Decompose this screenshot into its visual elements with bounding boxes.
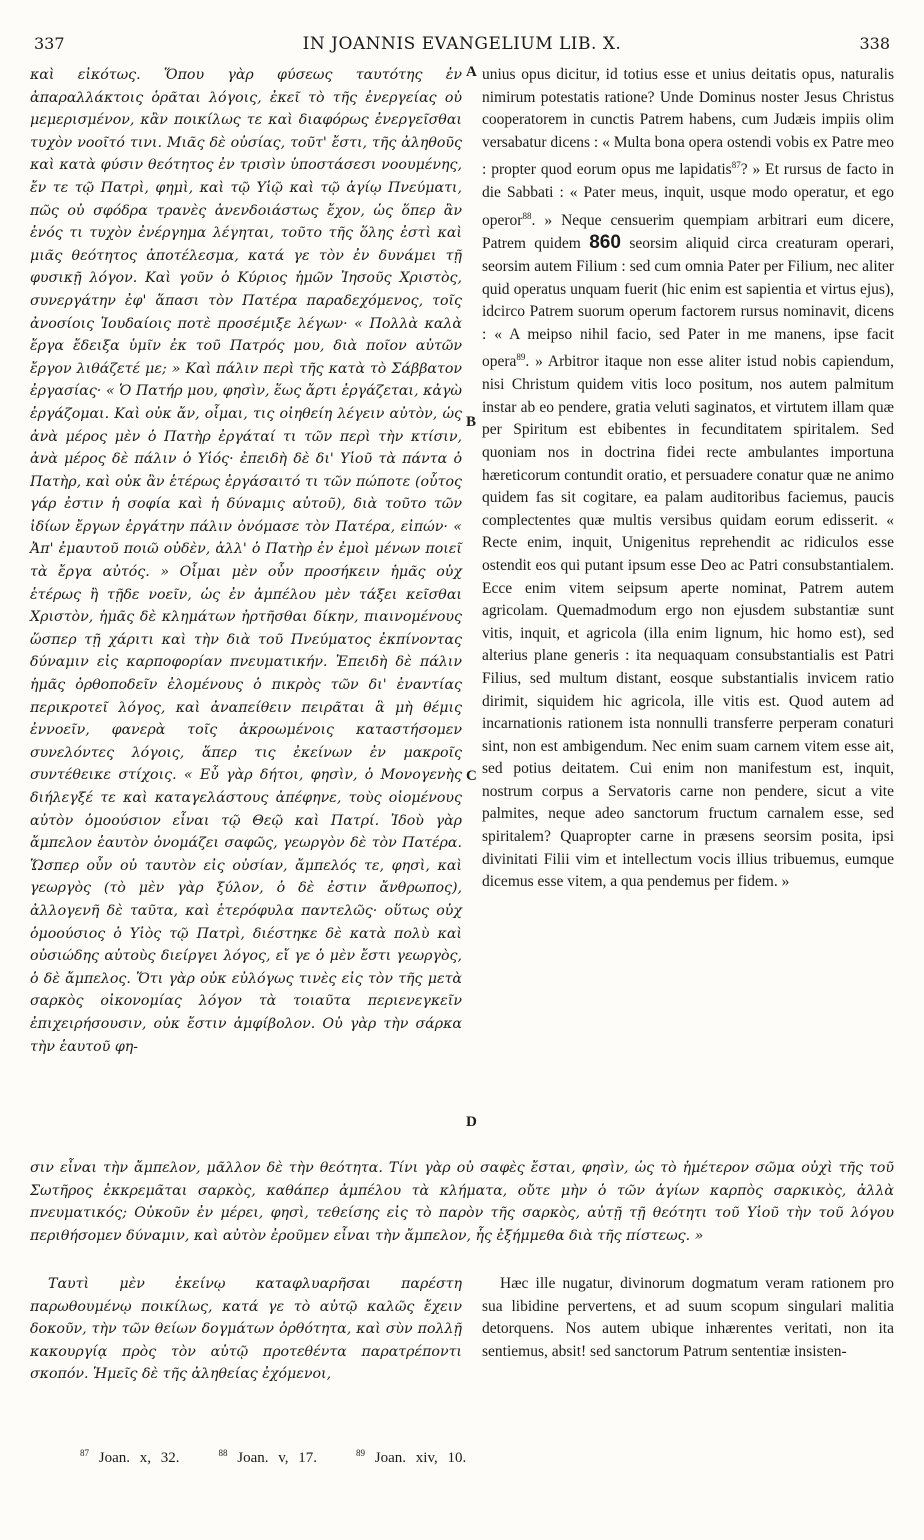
latin-paragraph-2-text: Hæc ille nugatur, divinorum dogmatum veram rationem pro sua libidine pervertens, et ad suum scopum singulari malitia detorquens. Nos autem ubique inhærentes veritati, non ita sentiemus, absit! sed sanctorum Patrum sententiæ insisten- [482, 1275, 894, 1360]
greek-full-width-text: σιν εἶναι τὴν ἄμπελον, μᾶλλον δὲ τὴν θεότητα. Τίνι γὰρ οὐ σαφὲς ἔσται, φησὶν, ὡς τὸ ἡμέτερον σῶμα οὐχὶ τῆς τοῦ Σωτῆρος ἐκκρεμᾶται σαρκὸς, καθάπερ ἀμπέλου τὰ κλήματα, οὔτε μὴν ὁ τῶν ἁγίων καρπὸς σαρκικὸς, ἀλλὰ πνευματικός; Οὐκοῦν ἐν μέρει, φησὶ, τεθείσης εἰς τὸ παρὸν τῆς σαρκὸς, αὐτῇ τῇ θεότητι τοῦ Υἱοῦ τὴν τοῦ λόγου περιθήσομεν δύναμιν, καὶ αὐτὸν ἐροῦμεν εἶναι τὴν ἄμπελον, ἧς ἐξήμμεθα διὰ τῆς πίστεως. » [30, 1160, 894, 1244]
running-title: IN JOANNIS EVANGELIUM LIB. X. [302, 34, 622, 54]
running-header [34, 34, 890, 62]
column-number: 860 [589, 232, 621, 254]
latin-text-b: ? » Et rursus de facto in die Sabbati : « Pater meus, inquit, usque modo operatur, et ego operor [482, 161, 894, 229]
greek-column: καὶ εἰκότως. Ὅπου γὰρ φύσεως ταυτότης ἐν ἀπαραλλάκτοις ὁρᾶται λόγοις, ἐκεῖ τὸ τῆς ἐνεργείας οὐ μεμερισμένον, κἂν ποικίλως τε καὶ διαφόρως ἐνεργεῖσθαι τυχὸν νοοῖτό τινι. Μιᾶς δὲ οὐσίας, τοῦτ' ἔστι, τῆς ἀληθοῦς καὶ κατὰ φύσιν θεότητος ἐν τρισὶν ὑποστάσεσι νοουμένης, ἔν τε τῷ Πατρὶ, φημὶ, καὶ τῷ Υἱῷ καὶ τῷ ἁγίῳ Πνεύματι, πῶς οὐ σφόδρα τρανὲς ἀνενδοιάστως ἔχον, ὡς ὅπερ ἂν ἑνός τι τυχὸν ἐνέργημα λέγηται, τοῦτο τῆς ὅλης ἐστὶ καὶ μιᾶς θεότητος ἀποτέλεσμα, κατά γε τὸν ἐν δυνάμει τῇ φυσικῇ λόγον. Καὶ γοῦν ὁ Κύριος ἡμῶν Ἰησοῦς Χριστὸς, συνεργάτην ἐφ' ἅπασι τὸν Πατέρα παραδεχόμενος, τοῖς ἀνοσίοις Ἰουδαίοις ποτὲ προσέμιξε λέγων· « Πολλὰ καλὰ ἔργα ἔδειξα ὑμῖν ἐκ τοῦ Πατρός μου, διὰ ποῖον αὐτῶν ἔργον λιθάζετέ με; » Καὶ πάλιν περὶ τῆς κατὰ τὸ Σάββατον ἐργασίας· « Ὁ Πατήρ μου, φησὶν, ἕως ἄρτι ἐργάζεται, κἀγὼ ἐργάζομαι. Καὶ οὐκ ἄν, οἶμαι, τις οἰηθείη λέγειν αὐτὸν, ὡς ἀνὰ μέρος μὲν ὁ Πατὴρ ἐργάταί τι τῶν περὶ τὴν κτίσιν, ἀνὰ μέρος δὲ πάλιν ὁ Υἱός· ἐπειδὴ δὲ δι' Υἱοῦ τὰ πάντα ὁ Πατὴρ, καὶ οὐκ ἂν ἑτέρως ἐργάσαιτό τι τῶν πώποτε (οὗτος γάρ ἐστιν ἡ σοφία καὶ ἡ δύναμις αὐτοῦ), διὰ τοῦτο τῶν ἰδίων ἔργων ἐργάτην πάλιν ὀνόμασε τὸν Πατέρα, εἰπών· « Ἀπ' ἐμαυτοῦ ποιῶ οὐδὲν, ἀλλ' ὁ Πατὴρ ἐν ἐμοὶ μένων ποιεῖ τὰ ἔργα αὐτός. » Οἶμαι μὲν οὖν προσήκειν ἡμᾶς οὐχ ἑτέρως ἢ τῇδε νοεῖν, ὡς ἐν ἀμπέλου μὲν τάξει κεῖσθαι Χριστὸν, ἡμᾶς δὲ κλημάτων ἠρτῆσθαι δίκην, πιαινομένους ὥσπερ τῇ χάριτι καὶ τὴν διὰ τοῦ Πνεύματος ἐκπίνοντας δύναμιν εἰς καρποφορίαν πνευματικήν. Ἐπειδὴ δὲ πάλιν ἡμᾶς ὀρθοποδεῖν ἐλομένους ὁ πικρὸς τῶν δι' ἐναντίας περικροτεῖ λόγος, καὶ ἀναπείθειν πειρᾶται ἃ μὴ θέμις ἐννοεῖν, φανερὰ τοῖς ἀκροωμένοις καταστήσομεν συνελόντες λόγοις, ἅπερ τις ἐκείνων ἐν μακροῖς συντέθεικε στίχοις. « Εὖ γὰρ δήτοι, φησὶν, ὁ Μονογενὴς διήλεγξέ τε καὶ καταγελάστους ἀπέφηνε, τοὺς οἰομένους αὐτὸν ὁμοούσιον εἶναι τῷ Θεῷ καὶ Πατρί. Ἰδοὺ γὰρ ἄμπελον ἑαυτὸν ὀνομάζει σαφῶς, γεωργὸν δὲ τὸν Πατέρα. Ὥσπερ οὖν οὐ ταυτὸν εἰς οὐσίαν, ἄμπελός τε, φησὶ, καὶ γεωργὸς (τὸ μὲν γὰρ ξύλον, ὁ δὲ ἐστιν ἄνθρωπος), ἀλλογενῆ δὲ ταῦτα, καὶ ἑτερόφυλα παντελῶς· οὕτως οὐχ ὁμοούσιος ὁ Υἱὸς τῷ Πατρὶ, διέστηκε δὲ κατὰ πολὺ καὶ οὐσιώδης αὐτοὺς διείργει λόγος, εἴ γε ὁ μὲν ἔστι γεωργὸς, ὁ δὲ ἄμπελος. Ὅτι γὰρ οὐκ εὐλόγως τινὲς εἰς τὸν τῆς μετὰ σαρκὸς οἰκονομίας λόγον τὰ τοιαῦτα περιενεγκεῖν ἐπιχειρήσουσιν, οὐκ ἔστιν ἀμφίβολον. Οὐ γὰρ τὴν σάρκα τὴν ἑαυτοῦ φη- [30, 67, 462, 1055]
note-ref-87: 87 [731, 160, 741, 171]
page-number-left: 337 [34, 34, 65, 53]
margin-letter-b: B [466, 414, 477, 430]
greek-paragraph-2-text: Ταυτὶ μὲν ἐκείνῳ καταφλυαρῆσαι παρέστη παρωθουμένῳ ποικίλως, κατά γε τὸ αὐτῷ καλῶς ἔχειν δοκοῦν, τὴν τῶν θείων δογμάτων ὀρθότητα, καὶ σὺν πολλῇ κακουργίᾳ πρὸς τὸν αὐτῷ προτεθέντα παρατρέποντι σκοπόν. Ἡμεῖς δὲ τῆς ἀληθείας ἐχόμενοι, [30, 1276, 462, 1383]
margin-letter-a: A [466, 64, 477, 80]
latin-paragraph-2 [482, 1273, 894, 1363]
footnote: $^{87}$ Joan. x, 32. [80, 1448, 180, 1466]
greek-paragraph-2 [30, 1273, 462, 1386]
note-ref-89: 89 [516, 352, 526, 363]
footnotes [80, 1448, 466, 1467]
page-number-right: 338 [859, 34, 890, 53]
latin-text-e: . » Arbitror itaque non esse aliter istud nobis capiendum, nisi Christum quidem vitis loco positum, nos autem palmitum instar ab eo pendere, gratia veluti saginatos, et virtutem illam quæ per Spiritum est ebibentes in fecunditatem spiritalem. Sed quoniam nos in doctrina fidei recte ambulantes importuna hæreticorum contundit oratio, et persuadere conatur quæ ne animo quidem fas sit cogitare, ea palam auditoribus faciemus, paucis complectentes quæ multis versibus quidam eorum edisserit. « Recte enim, inquit, Unigenitus reprehendit ac ridiculos esse ostendit eos qui putant ipsum esse Deo ac Patri consubstantialem. Ecce enim vitem seipsum aperte nominat, Patrem autem agricolam. Quemadmodum ergo non ejusdem substantiæ sunt vitis, inquit, et agricola (illa enim lignum, hic homo est), sed alterius plane generis : ita nequaquam consubstantialis est Patri Filius, sed multum distant, eosque substantialis invicem ratio dirimit, siquidem hic agricola, ille vitis est. Quod autem ad incarnationis rationem ista nonnulli transferre perperam conaturi sint, non est ambigendum. Nec enim suam carnem vitem esse ait, sed potius deitatem. Cui enim non manifestum est, inquit, nostrum corpus a Servatoris carne non pendere, sicut a vite palmites, neque adeo sanctorum fructum carnalem esse, sed spiritalem? Quapropter carne in præsens seorsim posita, ipsi divinitati Filii vim et intellectum vocis illius tribuemus, eumque dicemus esse vitem, a qua pendemus per fidem. » [482, 353, 894, 891]
footnote: $^{89}$ Joan. xiv, 10. [356, 1448, 467, 1466]
latin-text-c: . » Neque censuerim quempiam arbitrari eum dicere, Patrem quidem [482, 211, 894, 253]
latin-column [482, 64, 894, 894]
note-ref-88: 88 [522, 210, 532, 221]
footnote: $^{88}$ Joan. v, 17. [218, 1448, 318, 1466]
latin-text-d: seorsim aliquid circa creaturam operari, seorsim autem Filium : sed cum omnia Pater per Filium, nec aliter quid operatus unquam fuerit (hic enim est sapientia et virtus ejus), idcirco Patrem suorum operum factorem rursus nominavit, dicens : « A meipso nihil facio, sed Pater in me manens, ipse facit opera [482, 235, 895, 371]
margin-letter-d: D [466, 1114, 477, 1130]
latin-text-a: unius opus dicitur, id totius esse et unius deitatis opus, naturalis nimirum potestatis ratione? Unde Dominus noster Jesus Christus cooperatorem in cunctis Patrem habens, cum Judæis impiis olim versabatur dicens : « Multa bona opera ostendi vobis ex Patre meo : propter quod eorum opus me lapidatis [482, 66, 894, 179]
margin-letter-c: C [466, 768, 477, 784]
